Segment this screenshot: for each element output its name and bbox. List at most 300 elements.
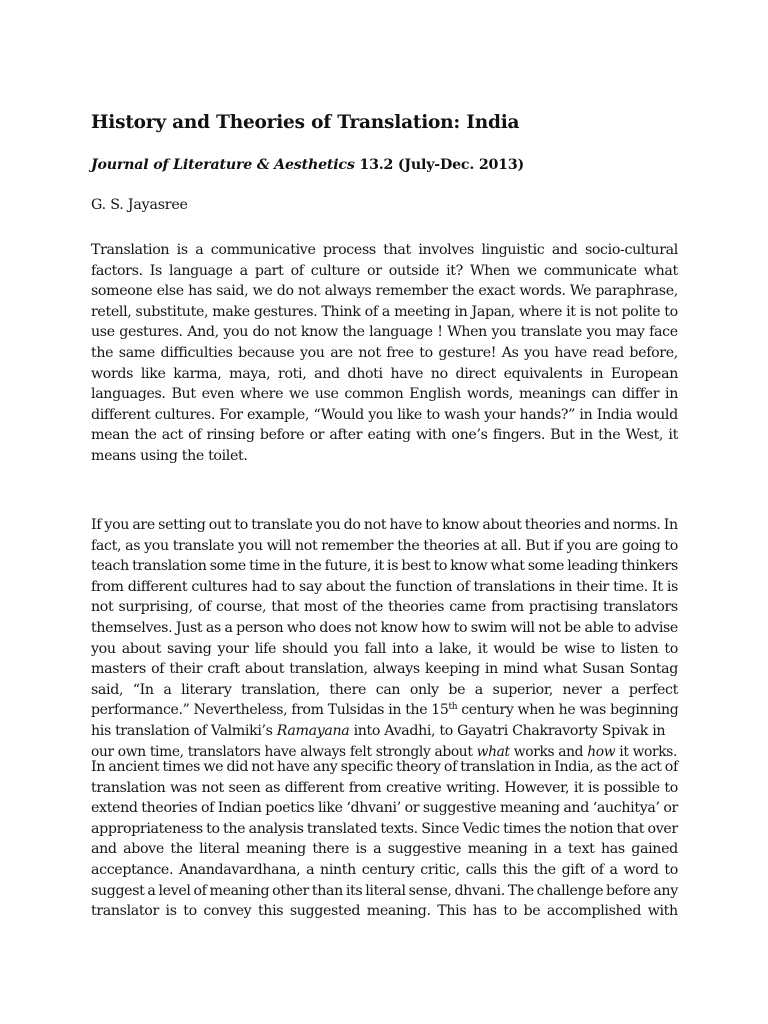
word: culture (310, 262, 360, 279)
word: suggested (289, 903, 361, 920)
word: But (550, 427, 575, 444)
word: saving (167, 640, 212, 657)
word: from (491, 599, 524, 616)
text-line (91, 819, 678, 840)
word: We (569, 283, 592, 300)
word: creative (386, 779, 442, 796)
word: always (373, 661, 420, 678)
word: not (91, 599, 114, 616)
word: rinsing (206, 427, 255, 444)
word: any (653, 882, 678, 899)
word: ancient (108, 759, 160, 775)
word: will (510, 619, 535, 636)
word: word (623, 861, 659, 878)
word: know (450, 558, 488, 575)
word: where (518, 303, 562, 320)
word: However, (504, 779, 570, 796)
word: theory (396, 759, 441, 775)
word: or (367, 262, 382, 279)
text-line (91, 364, 678, 385)
word: be (541, 640, 558, 657)
word: you (104, 517, 130, 533)
word: has (600, 841, 625, 858)
word: came (449, 599, 487, 616)
text-line (91, 839, 678, 860)
word: a (424, 640, 433, 657)
word: about (325, 578, 366, 595)
word: do (252, 324, 270, 341)
word: the (342, 324, 365, 341)
word: norms. (612, 517, 661, 533)
word: you (586, 324, 612, 341)
word: in (579, 406, 593, 423)
word: what (643, 262, 678, 279)
word: In (91, 759, 106, 775)
word: words, (466, 386, 514, 403)
word: to (183, 903, 197, 920)
word: course, (216, 599, 267, 616)
word: of (188, 427, 202, 444)
word: a (147, 882, 156, 899)
word: language (369, 324, 433, 341)
word: karma, (173, 365, 222, 382)
word: For (219, 406, 243, 423)
word: can (375, 681, 401, 698)
word: it? (446, 262, 463, 279)
text-line (91, 597, 678, 618)
text-line (91, 659, 678, 680)
word: level (158, 882, 191, 899)
word: swim (470, 619, 507, 636)
text-span: works and (509, 743, 588, 760)
word: are (330, 344, 353, 361)
word: that (271, 599, 299, 616)
word: there (329, 681, 367, 698)
word: And, (187, 324, 219, 341)
word: else (156, 283, 184, 300)
italic-word: how (587, 743, 616, 760)
word: you (299, 344, 325, 361)
word: superior, (492, 681, 553, 698)
word: should (282, 640, 328, 657)
word: never (562, 681, 602, 698)
word: out (208, 517, 232, 533)
word: where (240, 386, 284, 403)
word: your (217, 640, 249, 657)
word: same (118, 344, 155, 361)
word: English (409, 386, 461, 403)
word: gestures. (119, 324, 183, 341)
word: use (91, 324, 115, 341)
word: theories (388, 599, 445, 616)
word: suggestive (387, 841, 462, 858)
word: we (252, 283, 273, 300)
word: Anandavardhana, (178, 861, 301, 878)
word: before, (629, 344, 678, 361)
word: not (201, 779, 224, 796)
word: you (491, 324, 517, 341)
word: is (387, 558, 399, 575)
text-line (91, 281, 678, 302)
word: if (553, 537, 563, 554)
paragraph-2 (91, 515, 678, 762)
word: what (490, 558, 525, 575)
word: was (170, 779, 197, 796)
word: Vedic (462, 820, 500, 837)
word: not (251, 759, 274, 775)
word: to (206, 820, 220, 837)
word: lake, (438, 640, 472, 657)
word: Indian (217, 800, 262, 817)
text-line (91, 639, 678, 660)
text-span: into Avadhi, to Gayatri Chakravorty Spivak in (349, 722, 666, 739)
text-line: means using the toilet. (91, 447, 248, 464)
word: what (543, 661, 578, 678)
text-span: his translation of Valmiki’s (91, 722, 277, 739)
word: challenge (536, 882, 604, 899)
word: not (274, 324, 297, 341)
author-name: G. S. Jayasree (91, 197, 188, 213)
word: a (239, 262, 248, 279)
word: If (91, 517, 102, 533)
word: not (538, 619, 561, 636)
word: some (527, 558, 565, 575)
word: leading (567, 558, 618, 575)
word: and (551, 242, 578, 258)
word: translation (91, 779, 166, 796)
journal-name: Journal of Literature & Aesthetics (91, 157, 355, 173)
word: keeping (424, 661, 480, 678)
word: is (666, 578, 678, 595)
word: than (311, 882, 343, 899)
word: surprising, (118, 599, 193, 616)
word: there (312, 841, 350, 858)
word: has (472, 903, 497, 920)
word: in (484, 661, 498, 678)
word: person (236, 619, 284, 636)
word: like (140, 365, 166, 382)
word: would (636, 406, 678, 423)
word: in (283, 558, 297, 575)
word: you (566, 537, 592, 554)
word: equivalents (503, 365, 583, 382)
word: time. (613, 578, 648, 595)
word: differ (621, 386, 660, 403)
word: of (193, 882, 207, 899)
word: use (314, 386, 339, 403)
word: that (383, 242, 411, 258)
word: meaning. (366, 903, 431, 920)
word: literary (181, 681, 232, 698)
word: not (595, 303, 618, 320)
word: words (91, 365, 134, 382)
word: wise (564, 640, 596, 657)
word: face (649, 324, 678, 341)
word: different (91, 406, 151, 423)
text-line (91, 881, 678, 902)
word: gestures. (253, 303, 318, 320)
text-line (91, 680, 678, 701)
word: hands?” (519, 406, 576, 423)
word: part (254, 262, 284, 279)
word: would (493, 640, 536, 657)
word: is (355, 841, 367, 858)
word: does (319, 619, 352, 636)
word: But (525, 537, 550, 554)
word: theories (524, 517, 581, 533)
word: notion (569, 820, 614, 837)
word: century (361, 861, 415, 878)
word: translators (603, 599, 678, 616)
text-line (91, 515, 678, 536)
word: said, (216, 283, 249, 300)
text-line (91, 798, 678, 819)
word: from (91, 578, 124, 595)
word: gained (631, 841, 678, 858)
word: we (516, 262, 537, 279)
word: of (364, 303, 378, 320)
word: mind (503, 661, 538, 678)
word: “In (132, 681, 154, 698)
word: ninth (320, 861, 356, 878)
word: meanings (518, 386, 586, 403)
word: know (442, 517, 480, 533)
word: of (342, 599, 356, 616)
word: even (201, 386, 235, 403)
word: do (343, 517, 361, 533)
word: process (322, 242, 376, 258)
word: all. (500, 537, 522, 554)
word: poetics (265, 800, 315, 817)
word: literal (199, 841, 240, 858)
word: wash (444, 406, 480, 423)
word: your (484, 406, 516, 423)
word: language (169, 262, 233, 279)
word: But (171, 386, 196, 403)
word: not (297, 283, 321, 300)
text-span: performance.” Nevertheless, from Tulsidas in the 15 (91, 702, 449, 719)
word: at (483, 537, 497, 554)
word: because (238, 344, 295, 361)
word: of (197, 599, 211, 616)
word: it (374, 558, 384, 575)
word: before (606, 882, 651, 899)
word: direct (455, 365, 496, 382)
word: is (165, 903, 177, 920)
word: after (329, 427, 363, 444)
word: Is (149, 262, 162, 279)
word: have (276, 759, 310, 775)
word: analysis (248, 820, 304, 837)
word: a (553, 841, 562, 858)
word: remember (321, 537, 394, 554)
word: most (303, 599, 338, 616)
word: in (579, 427, 593, 444)
word: a (306, 861, 315, 878)
word: polite (621, 303, 661, 320)
word: of (664, 759, 678, 775)
text-line (91, 556, 678, 577)
word: communicative (210, 242, 316, 258)
word: it (566, 303, 576, 320)
word: can (591, 386, 617, 403)
word: to (664, 779, 678, 796)
paragraph-1 (91, 240, 678, 467)
word: someone (91, 283, 153, 300)
word: West, (625, 427, 664, 444)
word: know (300, 324, 338, 341)
word: eating (367, 427, 411, 444)
word: the (134, 427, 157, 444)
word: their (169, 661, 203, 678)
word: When (469, 262, 510, 279)
word: meeting (394, 303, 451, 320)
word: this (257, 903, 284, 920)
word: Think (321, 303, 361, 320)
word: a (381, 303, 390, 320)
word: to (617, 619, 631, 636)
word: translate (172, 537, 235, 554)
word: seen (228, 779, 261, 796)
word: like (397, 406, 422, 423)
text-line (91, 384, 678, 405)
word: to (664, 640, 678, 657)
word: not (358, 344, 381, 361)
text-line (91, 425, 678, 446)
word: The (507, 882, 534, 899)
word: over (647, 820, 678, 837)
word: and (563, 800, 590, 817)
word: to (419, 344, 433, 361)
word: theories (423, 537, 480, 554)
word: and (91, 841, 117, 858)
word: is (588, 779, 600, 796)
word: dhoti (347, 365, 383, 382)
word: and (584, 517, 610, 533)
word: socio-cultural (584, 242, 678, 258)
word: you (333, 640, 359, 657)
word: perfect (628, 681, 678, 698)
word: Since (421, 820, 460, 837)
word: translation (460, 759, 535, 775)
word: how (421, 619, 451, 636)
word: is (579, 303, 591, 320)
word: in (454, 303, 468, 320)
word: the (369, 578, 392, 595)
word: languages. (91, 386, 166, 403)
word: their (576, 578, 609, 595)
word: roti, (278, 365, 307, 382)
word: the (451, 283, 475, 300)
word: literal (365, 882, 406, 899)
text-line (91, 860, 678, 881)
word: or (309, 427, 325, 444)
word: or (663, 800, 678, 817)
word: we (289, 386, 309, 403)
word: the (223, 820, 246, 837)
word: other (272, 882, 309, 899)
paragraph-3 (91, 757, 678, 922)
word: different (284, 779, 345, 796)
word: ‘dhvani’ (346, 800, 401, 817)
word: craft (207, 661, 240, 678)
word: we (203, 759, 224, 775)
word: meaning (499, 800, 560, 817)
word: free (386, 344, 414, 361)
word: advise (634, 619, 678, 636)
word: in (533, 841, 547, 858)
word: with (416, 427, 447, 444)
word: a (195, 242, 204, 258)
word: have (554, 344, 587, 361)
text-line (91, 302, 678, 323)
word: the (170, 841, 193, 858)
word: to (664, 861, 678, 878)
word: be (523, 903, 541, 920)
word: a (609, 861, 618, 878)
word: translation (132, 558, 207, 575)
word: of (590, 861, 604, 878)
word: make (212, 303, 250, 320)
word: of (151, 661, 165, 678)
word: in (537, 759, 551, 775)
word: or (404, 800, 420, 817)
text-line (91, 577, 678, 598)
word: a (474, 681, 483, 698)
word: It (652, 578, 663, 595)
word: possible (603, 779, 660, 796)
document-title: History and Theories of Translation: India (91, 112, 520, 133)
word: extend (91, 800, 138, 817)
word: you (223, 324, 249, 341)
word: writing. (446, 779, 500, 796)
word: thinkers (621, 558, 678, 575)
word: Susan (582, 661, 625, 678)
word: the (299, 558, 322, 575)
text-line (91, 700, 678, 721)
word: you (315, 517, 341, 533)
word: the (397, 537, 420, 554)
word: in (665, 386, 678, 403)
word: as (596, 759, 612, 775)
word: European (610, 365, 678, 382)
word: cultures. (154, 406, 216, 423)
word: is (176, 242, 188, 258)
word: translation, (241, 681, 320, 698)
word: of (443, 759, 457, 775)
word: fingers. (492, 427, 546, 444)
word: not (294, 537, 318, 554)
italic-word: what (476, 743, 510, 760)
text-line (91, 778, 678, 799)
word: theories (141, 800, 198, 817)
text-line (91, 240, 678, 261)
word: had (251, 578, 278, 595)
word: In (663, 517, 678, 533)
word: substitute, (135, 303, 209, 320)
word: with (647, 903, 678, 920)
word: to (433, 558, 448, 575)
word: the (360, 599, 384, 616)
word: to (601, 640, 615, 657)
word: specific (340, 759, 393, 775)
word: did (226, 759, 249, 775)
text-line (91, 343, 678, 364)
text-span: it works. (615, 743, 678, 760)
word: gift (561, 861, 585, 878)
word: you (238, 537, 263, 554)
word: in (559, 578, 572, 595)
